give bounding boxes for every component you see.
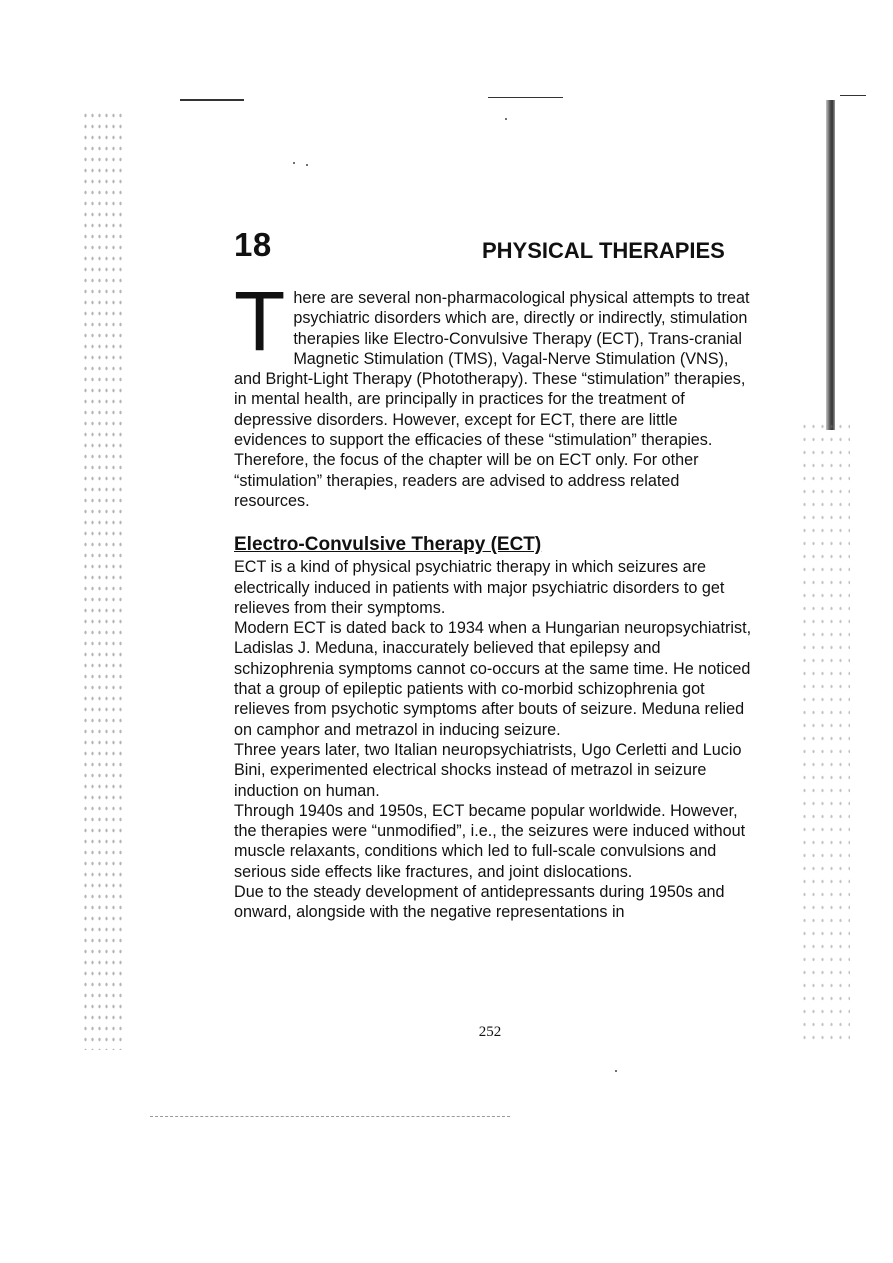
scan-dot — [293, 162, 295, 164]
scan-dot — [505, 118, 507, 120]
drop-cap: T — [234, 274, 286, 368]
scan-mark-top-center — [488, 97, 563, 98]
body-text — [234, 274, 754, 923]
scan-mark-top-right — [840, 95, 866, 96]
scan-edge-shadow-right — [826, 100, 835, 430]
scan-noise-left — [82, 110, 122, 1050]
page-number: 252 — [478, 1024, 502, 1040]
section-paragraph: Three years later, two Italian neuropsychiatrists, Ugo Cerletti and Lucio Bini, experimented electrical shocks instead of metrazol in seizure induction on human. — [234, 740, 742, 800]
section-paragraph: Through 1940s and 1950s, ECT became popular worldwide. However, the therapies were “unmodified”, i.e., the seizures were induced without muscle relaxants, conditions which led to full-scale convulsions and serious side effects like fractures, and joint dislocations. — [234, 801, 746, 881]
section-paragraph: ECT is a kind of physical psychiatric therapy in which seizures are electrically induced in patients with major psychiatric disorders to get relieves from their symptoms. — [234, 558, 725, 617]
section-heading: Electro-Convulsive Therapy (ECT) — [234, 534, 542, 556]
intro-paragraph-2: Therefore, the focus of the chapter will be on ECT only. For other “stimulation” therapies, readers are advised to address related resources. — [234, 451, 699, 510]
scan-dot — [615, 1070, 617, 1072]
intro-paragraph-1-text: here are several non-pharmacological physical attempts to treat psychiatric disorders which are, directly or indirectly, stimulation therapies like Electro-Convulsive Therapy (ECT), Trans-cranial Magnetic Stimulation (TMS), Vagal-Nerve Stimulation (VNS), and Bright-Light Therapy (Phototherapy). These “stimulation” therapies, in mental health, are principally in practices for the treatment of depressive disorders. However, except for ECT, there are little evidences to support the efficacies of these “stimulation” therapies. — [234, 289, 750, 450]
intro-paragraph-1 — [234, 274, 754, 450]
chapter-number: 18 — [234, 226, 272, 263]
section-paragraph: Due to the steady development of antidepressants during 1950s and onward, alongside with the negative representations in — [234, 883, 725, 922]
scan-dashed-line-bottom — [150, 1116, 510, 1117]
scan-dot — [306, 164, 308, 166]
section-paragraph: Modern ECT is dated back to 1934 when a Hungarian neuropsychiatrist, Ladislas J. Meduna, inaccurately believed that epilepsy and schizophrenia symptoms cannot co-occurs at the same time. He noticed that a group of epileptic patients with co-morbid schizophrenia got relieves from psychotic symptoms after bouts of seizure. Meduna relied on camphor and metrazol in inducing seizure. — [234, 619, 752, 739]
chapter-title: PHYSICAL THERAPIES — [482, 238, 725, 263]
scan-noise-right — [800, 420, 850, 1040]
scan-mark-top-left — [180, 99, 244, 101]
